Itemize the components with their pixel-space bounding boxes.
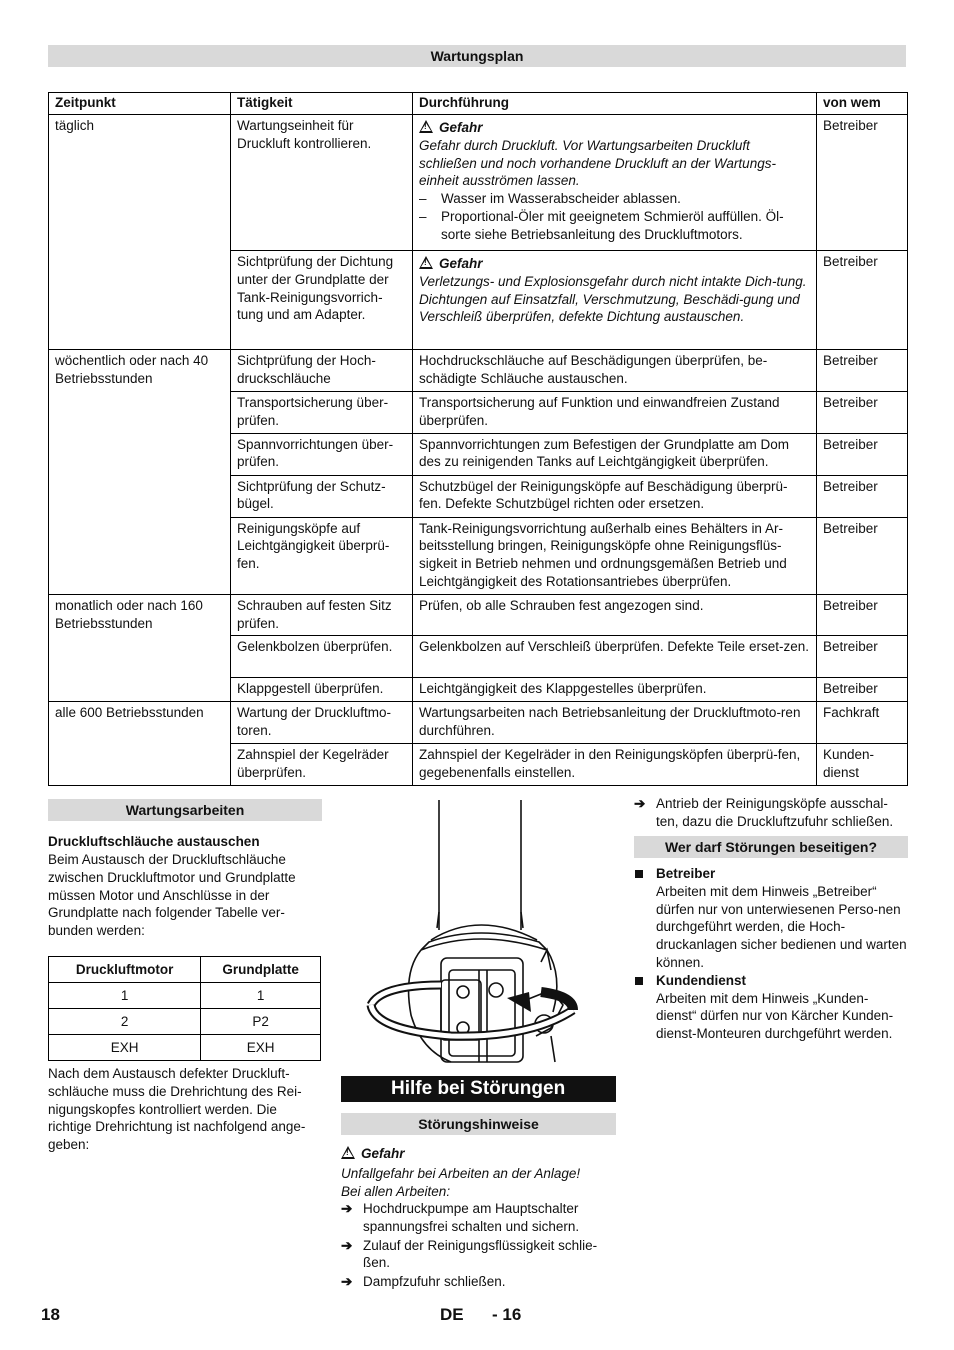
warning-triangle-icon — [419, 256, 433, 269]
cleaning-head-drawing — [341, 800, 616, 1072]
cell-zeitpunkt: täglich — [49, 115, 231, 350]
cell-durchfuehrung: Tank-Reinigungsvorrichtung außerhalb eines Behälters in Ar-beitsstellung bringen, Reinigungsköpfe ohne Reinigungsflüs-sigkeit in Betrieb nehmen und ordnungsgemäßen Betrieb und Leichtgängigkeit des Rotationsantriebes überprüfen. — [413, 517, 817, 594]
cell-taetigkeit: Wartung der Druckluftmo-toren. — [231, 702, 413, 744]
table-row — [49, 1035, 321, 1061]
warning-text — [341, 1165, 616, 1201]
cell-taetigkeit: Spannvorrichtungen über-prüfen. — [231, 433, 413, 475]
table-row — [49, 983, 321, 1009]
cell-wer: Betreiber — [817, 251, 908, 350]
cell-taetigkeit: Sichtprüfung der Dichtung unter der Grundplatte der Tank-Reinigungsvorrich-tung und am Adapter. — [231, 251, 413, 350]
language-code: DE — [440, 1305, 464, 1324]
cell-taetigkeit: Wartungseinheit für Druckluft kontrollieren. — [231, 115, 413, 251]
cell-durchfuehrung: Zahnspiel der Kegelräder in den Reinigungsköpfen überprü-fen, gegebenenfalls einstellen. — [413, 744, 817, 786]
cell-wer: Betreiber — [817, 678, 908, 702]
cell-taetigkeit: Reinigungsköpfe auf Leichtgängigkeit überprü-fen. — [231, 517, 413, 594]
table-row — [49, 350, 908, 392]
role-text: Arbeiten mit dem Hinweis „Kunden-dienst“ dürfen nur von Kärcher Kunden-dienst-Monteuren durchgeführt werden. — [656, 990, 894, 1042]
table-row — [49, 115, 908, 251]
list-item — [634, 972, 908, 1043]
cell-wer: Betreiber — [817, 115, 908, 251]
page-number: 18 — [41, 1305, 60, 1324]
table-cell: 1 — [49, 983, 201, 1009]
step-list — [341, 1200, 616, 1291]
section-title-wer-darf: Wer darf Störungen beseitigen? — [634, 836, 908, 858]
table-cell: P2 — [201, 1009, 321, 1035]
cell-durchfuehrung: Spannvorrichtungen zum Befestigen der Grundplatte am Dom des zu reinigenden Tanks auf Leichtgängigkeit überprüfen. — [413, 433, 817, 475]
hose-connection-table — [48, 956, 321, 1061]
column-header: Grundplatte — [201, 957, 321, 983]
sub-page-number: - 16 — [492, 1305, 522, 1324]
table-cell: 1 — [201, 983, 321, 1009]
cell-zeitpunkt: monatlich oder nach 160 Betriebsstunden — [49, 594, 231, 702]
cell-taetigkeit: Gelenkbolzen überprüfen. — [231, 636, 413, 678]
cell-durchfuehrung: Wartungsarbeiten nach Betriebsanleitung der Druckluftmoto-ren durchführen. — [413, 702, 817, 744]
cell-durchfuehrung — [413, 115, 817, 251]
warning-text: Verletzungs- und Explosionsgefahr durch nicht intakte Dich-tung. Dichtungen auf Einsatzfall, Verschmutzung, Beschädi-gung und Verschleiß überprüfen, defekte Dichtung austauschen. — [419, 273, 807, 325]
warning-title: Gefahr — [439, 256, 483, 271]
list-item — [634, 865, 908, 972]
column-header: Druckluftmotor — [49, 957, 201, 983]
table-row — [49, 702, 908, 744]
list-item: – Wasser im Wasserabscheider ablassen. — [419, 190, 810, 208]
cell-wer: Betreiber — [817, 475, 908, 517]
cell-wer: Betreiber — [817, 636, 908, 678]
table-row — [49, 594, 908, 636]
warning-title: Gefahr — [361, 1146, 405, 1161]
warning-line: Bei allen Arbeiten: — [341, 1183, 451, 1199]
intro-paragraph: Beim Austausch der Druckluftschläuche zwischen Druckluftmotor und Grundplatte müssen Motor und Anschlüsse in der Grundplatte nach folgender Tabelle ver-bunden werden: — [48, 852, 296, 939]
section-title-wartungsplan: Wartungsplan — [48, 45, 906, 67]
after-paragraph: Nach dem Austausch defekter Druckluft-schläuche muss die Drehrichtung des Rei-nigungskopfes kontrolliert werden. Die richtige Drehrichtung ist nachfolgend ange-geben: — [48, 1066, 306, 1153]
warning-triangle-icon — [419, 120, 433, 133]
maintenance-plan-table — [48, 92, 908, 786]
warning-heading — [341, 1145, 616, 1163]
cell-taetigkeit: Sichtprüfung der Hoch-druckschläuche — [231, 350, 413, 392]
warning-heading — [419, 119, 810, 137]
column-header: Tätigkeit — [231, 93, 413, 115]
cell-durchfuehrung: Prüfen, ob alle Schrauben fest angezogen sind. — [413, 594, 817, 636]
list-item: ➔ Dampfzufuhr schließen. — [341, 1273, 616, 1291]
cell-taetigkeit: Zahnspiel der Kegelräder überprüfen. — [231, 744, 413, 786]
list-item: – Proportional-Öler mit geeignetem Schmieröl auffüllen. Öl-sorte siehe Betriebsanleitung des Druckluftmotors. — [419, 208, 810, 244]
cell-zeitpunkt: wöchentlich oder nach 40 Betriebsstunden — [49, 350, 231, 595]
role-title: Betreiber — [656, 866, 716, 881]
cell-durchfuehrung: Transportsicherung auf Funktion und einwandfreien Zustand überprüfen. — [413, 392, 817, 434]
cell-taetigkeit: Schrauben auf festen Sitz prüfen. — [231, 594, 413, 636]
chapter-title-hilfe: Hilfe bei Störungen — [341, 1076, 616, 1102]
cell-durchfuehrung: Leichtgängigkeit des Klappgestelles überprüfen. — [413, 678, 817, 702]
warning-text: Gefahr durch Druckluft. Vor Wartungsarbeiten Druckluft schließen und noch vorhandene Druckluft an der Wartungs-einheit ausströmen lassen. — [419, 137, 776, 189]
section-title-wartungsarbeiten: Wartungsarbeiten — [48, 799, 322, 821]
warning-triangle-icon — [341, 1146, 355, 1159]
role-text: Arbeiten mit dem Hinweis „Betreiber“ dürfen nur von unterwiesenen Perso-nen durchgeführt werden, die Hoch-druckanlagen sicher bedienen und warten können. — [656, 883, 907, 970]
cleaning-head-rotation-illustration — [341, 800, 616, 1072]
list-item: ➔ Zulauf der Reinigungsflüssigkeit schlie-ßen. — [341, 1237, 616, 1273]
table-cell: EXH — [201, 1035, 321, 1061]
cell-wer: Betreiber — [817, 392, 908, 434]
section-title-stoerungshinweise: Störungshinweise — [341, 1113, 616, 1135]
warning-title: Gefahr — [439, 120, 483, 135]
table-header-row — [49, 957, 321, 983]
cell-taetigkeit: Transportsicherung über-prüfen. — [231, 392, 413, 434]
role-list — [634, 865, 908, 1043]
role-title: Kundendienst — [656, 972, 746, 988]
list-item: ➔ Hochdruckpumpe am Hauptschalter spannungsfrei schalten und sichern. — [341, 1200, 616, 1236]
column-header: Zeitpunkt — [49, 93, 231, 115]
cell-wer: Betreiber — [817, 350, 908, 392]
subsection-title: Druckluftschläuche austauschen — [48, 834, 260, 849]
table-header-row — [49, 93, 908, 115]
column-header: von wem — [817, 93, 908, 115]
cell-taetigkeit: Klappgestell überprüfen. — [231, 678, 413, 702]
cell-durchfuehrung: Gelenkbolzen auf Verschleiß überprüfen. Defekte Teile erset-zen. — [413, 636, 817, 678]
step-list — [419, 190, 810, 243]
cell-durchfuehrung: Hochdruckschläuche auf Beschädigungen überprüfen, be-schädigte Schläuche austauschen. — [413, 350, 817, 392]
cell-durchfuehrung — [413, 251, 817, 350]
column-header: Durchführung — [413, 93, 817, 115]
cell-zeitpunkt: alle 600 Betriebsstunden — [49, 702, 231, 786]
warning-line: Unfallgefahr bei Arbeiten an der Anlage! — [341, 1166, 581, 1181]
cell-taetigkeit: Sichtprüfung der Schutz-bügel. — [231, 475, 413, 517]
cell-wer: Fachkraft — [817, 702, 908, 744]
cell-wer: Kunden-dienst — [817, 744, 908, 786]
table-row — [49, 1009, 321, 1035]
cell-wer: Betreiber — [817, 517, 908, 594]
cell-wer: Betreiber — [817, 433, 908, 475]
warning-heading — [419, 255, 810, 273]
table-cell: EXH — [49, 1035, 201, 1061]
table-cell: 2 — [49, 1009, 201, 1035]
cell-wer: Betreiber — [817, 594, 908, 636]
list-item: ➔ Antrieb der Reinigungsköpfe ausschal-ten, dazu die Druckluftzufuhr schließen. — [634, 795, 908, 831]
cell-durchfuehrung: Schutzbügel der Reinigungsköpfe auf Beschädigung überprü-fen. Defekte Schutzbügel richten oder ersetzen. — [413, 475, 817, 517]
